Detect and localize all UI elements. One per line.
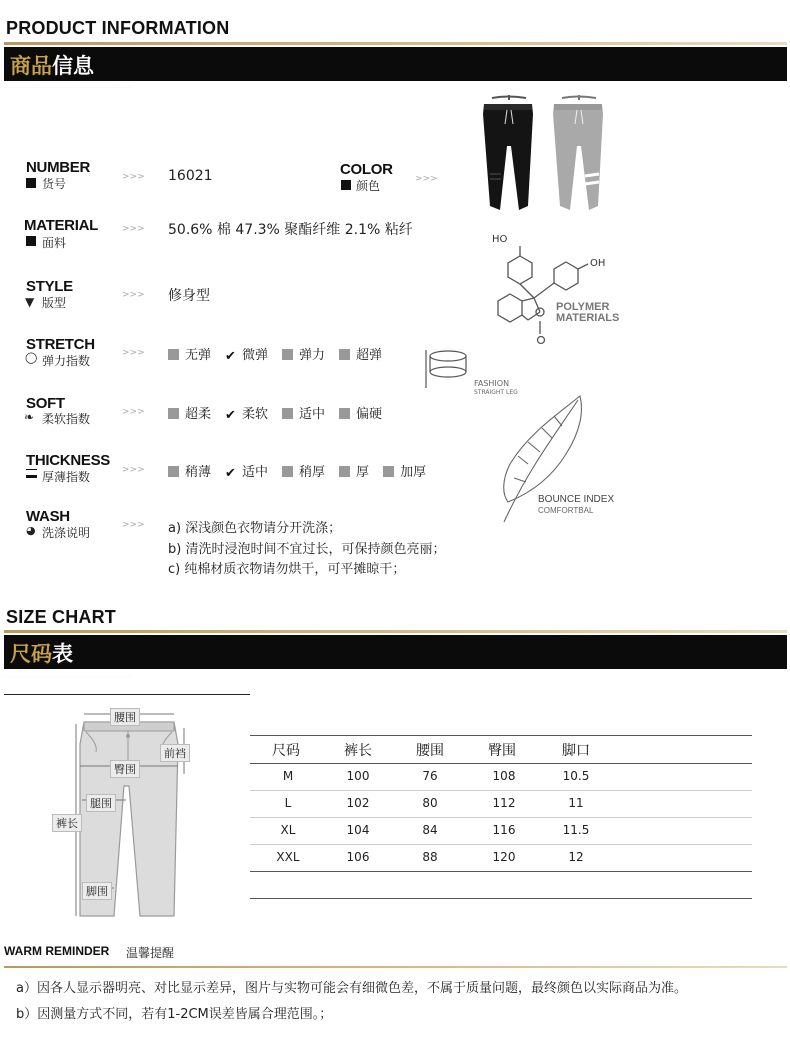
option-label: 超柔 <box>185 407 212 422</box>
option-label: 适中 <box>299 407 326 422</box>
square-icon <box>26 236 36 246</box>
table-header: 裤长 <box>344 743 372 759</box>
polymer-label: POLYMER <box>556 301 610 313</box>
straight-leg-icon <box>424 342 524 402</box>
material-value: 50.6% 棉 47.3% 聚酯纤维 2.1% 粘纤 <box>168 222 413 238</box>
option-item <box>339 403 382 422</box>
square-icon <box>341 180 351 190</box>
reminder-line: b）因测量方式不同，若有1-2CM误差皆属合理范围。； <box>16 1007 333 1022</box>
table-cell: 11.5 <box>562 823 590 837</box>
square-icon <box>339 349 350 360</box>
checkmark-icon: ✔ <box>225 349 236 364</box>
square-icon <box>168 408 179 419</box>
arrow-icon: >>> <box>122 224 145 234</box>
wash-label: WASH <box>26 508 70 525</box>
option-label: 柔软 <box>242 407 269 422</box>
square-icon <box>383 466 394 477</box>
table-cell: 80 <box>422 796 438 810</box>
hip-label: 臀围 <box>110 760 140 778</box>
wash-line: b) 清洗时浸泡时间不宜过长，可保持颜色亮丽； <box>168 542 446 557</box>
table-cell: 100 <box>346 769 370 783</box>
size-chart-banner <box>4 635 787 669</box>
option-label: 偏硬 <box>356 407 383 422</box>
option-label: 稍厚 <box>299 465 326 480</box>
table-cell: 104 <box>346 823 370 837</box>
option-label: 稍薄 <box>185 465 212 480</box>
front-rise-label: 前裆 <box>160 744 190 762</box>
band-icon: ◯ <box>25 351 38 364</box>
option-item <box>168 461 211 480</box>
arrow-icon: >>> <box>122 465 145 475</box>
material-label: MATERIAL <box>24 217 98 234</box>
size-chart-title: SIZE CHART <box>6 607 116 627</box>
number-label-cn: 货号 <box>42 177 67 191</box>
style-label: STYLE <box>26 278 73 295</box>
arrow-icon: >>> <box>122 290 145 300</box>
product-info-title: PRODUCT INFORMATION <box>6 18 230 38</box>
reminder-line: a）因各人显示器明亮、对比显示差异，图片与实物可能会有细微色差，不属于质量问题，最终颜色以实际商品为准。 <box>16 981 687 996</box>
polymer-molecule-icon <box>484 228 644 348</box>
option-item <box>168 403 211 422</box>
option-item <box>339 344 382 363</box>
square-icon <box>282 408 293 419</box>
table-cell: 112 <box>492 796 516 810</box>
option-item <box>225 403 268 422</box>
table-cell: 88 <box>422 850 438 864</box>
pants-measurement-diagram <box>40 708 240 926</box>
table-header: 脚口 <box>562 743 590 759</box>
square-icon <box>168 466 179 477</box>
thickness-label: THICKNESS <box>26 452 110 469</box>
product-info-cn-title: 商品信息 <box>10 54 94 78</box>
arrow-icon: >>> <box>122 172 145 182</box>
option-item <box>339 461 369 480</box>
row-divider <box>250 817 752 818</box>
square-icon <box>339 408 350 419</box>
feather-icon <box>488 394 638 524</box>
fine-print: · · · · · · · · · · · · · · · · · · · · · · · · · · · · · · · · · · · · · · · · · · · · · · · · · · · · · · · · · · · · · · · · · · · <box>4 674 131 678</box>
table-cell: 11 <box>568 796 584 810</box>
basin-icon: ◕ <box>26 524 36 537</box>
color-label-cn: 颜色 <box>356 179 381 193</box>
stretch-label: STRETCH <box>26 336 95 353</box>
square-icon <box>282 466 293 477</box>
wash-label-cn: 洗涤说明 <box>42 526 91 540</box>
option-label: 微弹 <box>242 348 269 363</box>
option-label: 无弹 <box>185 348 212 363</box>
oh-label: OH <box>590 258 606 269</box>
table-cell: 76 <box>422 769 438 783</box>
pants-color-swatches <box>478 94 608 218</box>
table-cell: 106 <box>346 850 370 864</box>
gold-divider <box>4 966 787 968</box>
table-cell: 84 <box>422 823 438 837</box>
soft-label: SOFT <box>26 395 65 412</box>
option-item <box>383 461 426 480</box>
gold-divider <box>4 42 787 45</box>
arrow-icon: >>> <box>122 407 145 417</box>
table-header: 腰围 <box>416 743 444 759</box>
table-header: 臀围 <box>488 743 516 759</box>
arrow-icon: >>> <box>122 520 145 530</box>
waist-label: 腰围 <box>110 708 140 726</box>
table-cell: XL <box>280 823 296 837</box>
bounce-index-label: BOUNCE INDEX <box>538 494 615 505</box>
table-cell: 10.5 <box>562 769 590 783</box>
option-label: 弹力 <box>299 348 326 363</box>
option-item <box>168 344 211 363</box>
arrow-icon: >>> <box>122 348 145 358</box>
table-cell: 116 <box>492 823 516 837</box>
square-icon <box>339 466 350 477</box>
gold-divider <box>4 630 787 633</box>
fashion-label: FASHION <box>474 379 510 388</box>
arrow-icon: >>> <box>415 174 438 184</box>
stretch-options <box>168 344 396 363</box>
checkmark-icon: ✔ <box>225 408 236 423</box>
table-cell: 108 <box>492 769 516 783</box>
option-item <box>282 344 325 363</box>
length-label: 裤长 <box>52 814 82 832</box>
size-chart-cn-title: 尺码表 <box>10 642 73 666</box>
ho-label: HO <box>492 234 508 245</box>
number-label: NUMBER <box>26 159 91 176</box>
warm-reminder-title: WARM REMINDER <box>4 944 110 958</box>
thickness-options <box>168 461 440 480</box>
soft-options <box>168 403 396 422</box>
shirt-icon: ▼ <box>25 295 35 309</box>
square-icon <box>168 349 179 360</box>
wash-line: c) 纯棉材质衣物请勿烘干，可平摊晾干； <box>168 562 406 577</box>
table-cell: M <box>282 769 294 783</box>
checkmark-icon: ✔ <box>225 466 236 481</box>
row-divider <box>250 790 752 791</box>
color-label: COLOR <box>340 161 393 178</box>
hem-label: 脚围 <box>82 882 112 900</box>
product-info-banner <box>4 47 787 81</box>
material-label-cn: 面料 <box>42 236 67 250</box>
option-label: 超弹 <box>356 348 383 363</box>
straight-leg-label: STRAIGHT LEG <box>474 389 518 396</box>
soft-label-cn: 柔软指数 <box>42 412 91 426</box>
square-icon <box>26 178 36 188</box>
row-divider <box>250 844 752 845</box>
style-value: 修身型 <box>168 288 210 304</box>
option-item <box>225 461 268 480</box>
divider <box>4 694 250 695</box>
feather-small-icon: ❧ <box>24 410 35 424</box>
layer-icon <box>26 469 37 478</box>
wash-line: a) 深浅颜色衣物请分开洗涤； <box>168 521 342 536</box>
option-label: 适中 <box>242 465 269 480</box>
warm-reminder-cn: 温馨提醒 <box>126 946 175 960</box>
materials-label: MATERIALS <box>556 312 620 324</box>
option-label: 加厚 <box>400 465 427 480</box>
option-item <box>282 403 325 422</box>
fine-print: · · · · · · · · · · · · · · · · · · · · · · · · · · · · · · · · · · · · · · · · · · · · · · · · · · · · · · · · · · · · · · · · · · · <box>4 85 131 89</box>
square-icon <box>282 349 293 360</box>
table-cell: 102 <box>346 796 370 810</box>
option-label: 厚 <box>356 465 370 480</box>
thigh-label: 腿围 <box>86 794 116 812</box>
table-cell: L <box>284 796 292 810</box>
table-header: 尺码 <box>272 743 300 759</box>
number-value: 16021 <box>168 168 213 184</box>
table-cell: XXL <box>276 850 300 864</box>
option-item <box>282 461 325 480</box>
option-item <box>225 344 268 363</box>
table-cell: 12 <box>568 850 584 864</box>
comfort-label: COMFORTBAL <box>538 506 594 515</box>
style-label-cn: 版型 <box>42 296 67 310</box>
stretch-label-cn: 弹力指数 <box>42 354 91 368</box>
thickness-label-cn: 厚薄指数 <box>42 470 91 484</box>
table-cell: 120 <box>492 850 516 864</box>
